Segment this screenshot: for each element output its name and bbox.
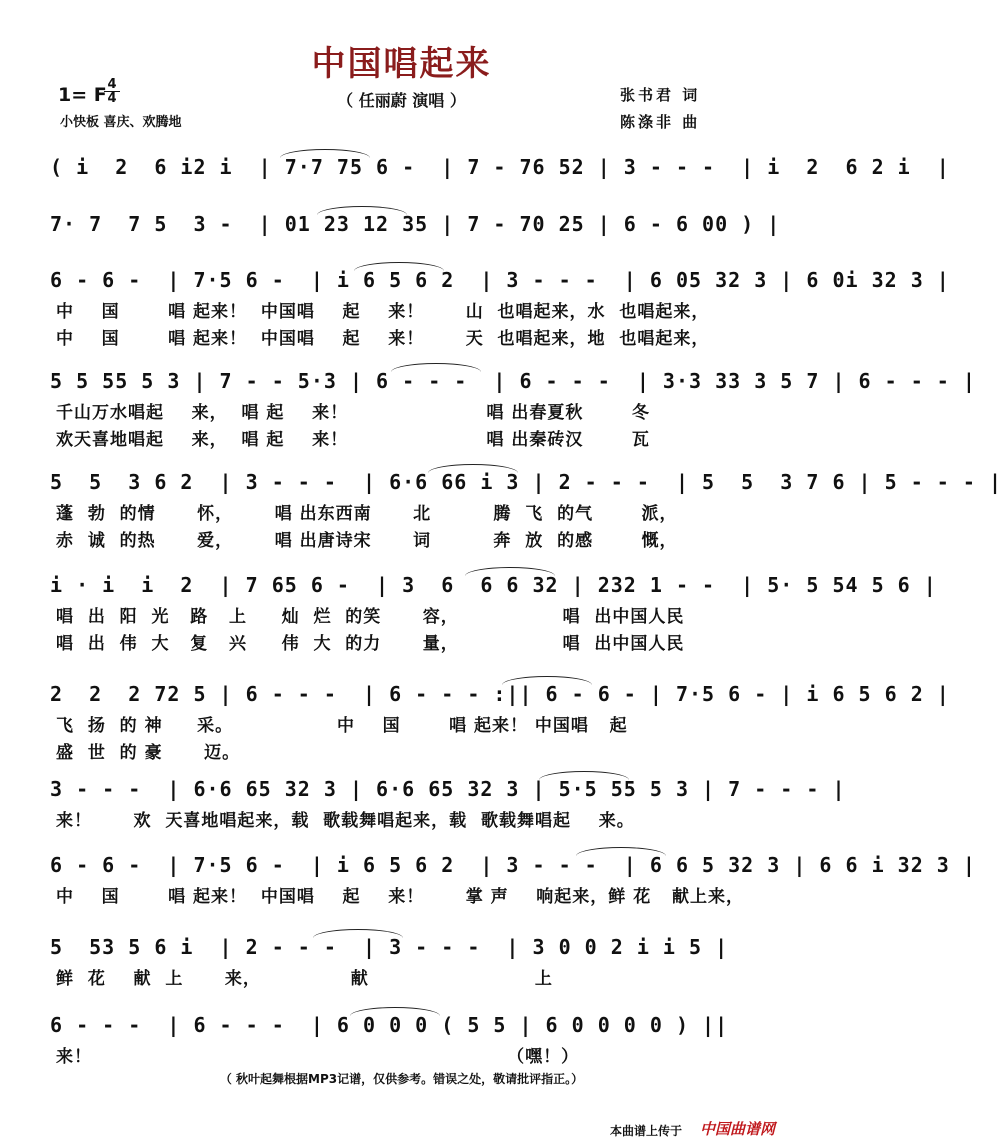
lyric-line: 欢天喜地唱起 来， 唱 起 来！ 唱 出秦砖汉 瓦 [56,430,650,450]
lyric-line: 蓬 勃 的情 怀， 唱 出东西南 北 腾 飞 的气 派， [56,504,678,524]
tempo-marking: 小快板 喜庆、欢腾地 [60,115,182,130]
lyric-line: 盛 世 的 豪 迈。 [56,743,241,763]
notation-line: 3 - - - | 6·6 65 32 3 | 6·6 65 32 3 | 5·5 55 5 3 | 7 - - - | [50,777,846,801]
lyric-line: 千山万水唱起 来， 唱 起 来！ 唱 出春夏秋 冬 [56,403,650,423]
lyric-line: 唱 出 伟 大 复 兴 伟 大 的力 量， 唱 出中国人民 [56,634,685,654]
site-logo: 中国曲谱网 [700,1120,776,1138]
slur-mark [391,363,481,372]
lyricist-credit: 张书君 词 [620,86,701,104]
notation-line: ( i 2 6 i2 i | 7·7 75 6 - | 7 - 76 52 | 3 - - - | i 2 6 2 i | [50,155,950,179]
lyric-line: 中 国 唱 起来！ 中国唱 起 来！ 天 也唱起来，地 也唱起来， [56,329,710,349]
notation-line: 5 5 3 6 2 | 3 - - - | 6·6 66 i 3 | 2 - - - | 5 5 3 7 6 | 5 - - - | [50,470,1002,494]
notation-line: 6 - 6 - | 7·5 6 - | i 6 5 6 2 | 3 - - - | 6 6 5 32 3 | 6 6 i 32 3 | [50,853,976,877]
slur-mark [539,771,629,780]
slur-mark [502,676,592,685]
lyric-line: 赤 诚 的热 爱， 唱 出唐诗宋 词 奔 放 的感 慨， [56,531,678,551]
source-note: （ 秋叶起舞根据MP3记谱，仅供参考。错误之处，敬请批评指正。） [219,1072,584,1086]
lyric-line: 鲜 花 献 上 来， 献 上 [56,969,553,989]
notation-line: i · i i 2 | 7 65 6 - | 3 6 6 6 32 | 232 1 - - | 5· 5 54 5 6 | [50,573,937,597]
key-signature: 1= F [58,84,107,106]
lyric-line: 来！ （嘿！） [56,1047,580,1067]
lyric-line: 飞 扬 的 神 采。 中 国 唱 起来！ 中国唱 起 [56,716,628,736]
notation-line: 5 5 55 5 3 | 7 - - 5·3 | 6 - - - | 6 - - - | 3·3 33 3 5 7 | 6 - - - | [50,369,976,393]
slur-mark [317,206,407,215]
singer-credit: （ 任丽蔚 演唱 ） [337,91,466,110]
slur-mark [280,149,370,158]
time-sig-top: 4 [104,78,120,92]
slur-mark [354,262,444,271]
time-sig-bottom: 4 [107,91,117,106]
slur-mark [428,464,518,473]
notation-line: 5 53 5 6 i | 2 - - - | 3 - - - | 3 0 0 2 i i 5 | [50,935,729,959]
upload-footer: 本曲谱上传于 [610,1124,683,1138]
page-title: 中国唱起来 [311,44,492,84]
lyric-line: 来！ 欢 天喜地唱起来，载 歌载舞唱起来，载 歌载舞唱起 来。 [56,811,635,831]
lyric-line: 中 国 唱 起来！ 中国唱 起 来！ 掌 声 响起来，鲜 花 献上来， [56,887,744,907]
lyric-line: 唱 出 阳 光 路 上 灿 烂 的笑 容， 唱 出中国人民 [56,607,685,627]
composer-credit: 陈涤非 曲 [620,113,701,131]
slur-mark [576,847,666,856]
notation-line: 6 - 6 - | 7·5 6 - | i 6 5 6 2 | 3 - - - | 6 05 32 3 | 6 0i 32 3 | [50,268,950,292]
notation-line: 6 - - - | 6 - - - | 6 0 0 0 ( 5 5 | 6 0 0 0 0 ) || [50,1013,729,1037]
slur-mark [313,929,403,938]
lyric-line: 中 国 唱 起来！ 中国唱 起 来！ 山 也唱起来，水 也唱起来， [56,302,710,322]
notation-line: 7· 7 7 5 3 - | 01 23 12 35 | 7 - 70 25 | 6 - 6 00 ) | [50,212,781,236]
notation-line: 2 2 2 72 5 | 6 - - - | 6 - - - :|| 6 - 6 - | 7·5 6 - | i 6 5 6 2 | [50,682,950,706]
slur-mark [350,1007,440,1016]
slur-mark [465,567,555,576]
